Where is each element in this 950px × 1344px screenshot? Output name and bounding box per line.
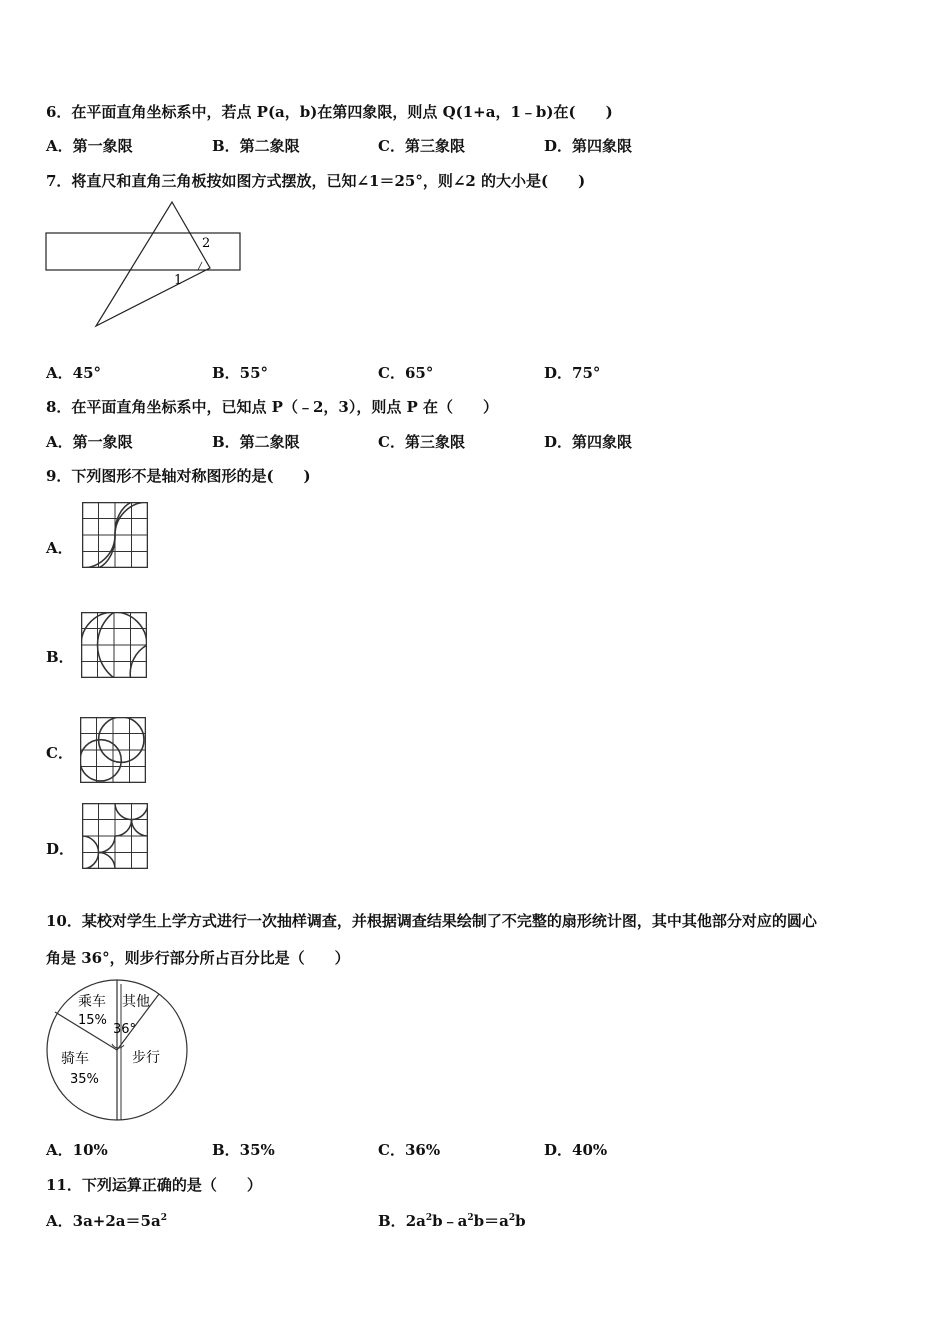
slice-label-chengche: 乘车 <box>78 994 106 1010</box>
q10-stem-line-1: 10．某校对学生上学方式进行一次抽样调查，并根据调查结果绘制了不完整的扇形统计图，其中其他部分对应的圆心 <box>46 912 817 930</box>
q9-figure-d <box>82 803 148 869</box>
q6-option-a: A．第一象限 <box>46 137 133 155</box>
q9-figure-a <box>82 502 148 568</box>
q6-stem: 6．在平面直角坐标系中，若点 P(a，b)在第四象限，则点 Q(1+a，1﹣b)在( ) <box>46 103 613 121</box>
q10-option-b: B．35% <box>212 1141 275 1159</box>
q11-option-b-s1: 2 <box>425 1213 433 1223</box>
q11-stem: 11．下列运算正确的是（ ） <box>46 1176 262 1194</box>
q7-option-b: B．55° <box>212 364 269 382</box>
q6-option-c: C．第三象限 <box>378 137 465 155</box>
right-angle-mark <box>198 262 206 270</box>
q9-figure-b <box>81 612 147 678</box>
q7-option-a: A．45° <box>46 364 102 382</box>
q7-option-c: C．65° <box>378 364 434 382</box>
slice-value-chengche: 15% <box>78 1013 107 1028</box>
q11-option-b-prefix: B． <box>378 1212 406 1230</box>
q10-option-a: A．10% <box>46 1141 108 1159</box>
slice-value-qita: 36° <box>113 1022 137 1037</box>
q8-option-d: D．第四象限 <box>544 433 633 451</box>
q10-stem-line-2: 角是 36°，则步行部分所占百分比是（ ） <box>46 949 350 967</box>
q11-option-b-s3: 2 <box>508 1213 516 1223</box>
q9-option-d-label: D． <box>46 840 75 858</box>
q11-option-b-p1: 2a <box>405 1212 426 1230</box>
q11-option-b-p4: b <box>515 1212 526 1230</box>
q9-option-a-label: A． <box>46 539 73 557</box>
q11-option-a-prefix: A． <box>46 1212 73 1230</box>
angle-2-label: 2 <box>202 236 211 251</box>
q11-option-a <box>46 1208 167 1231</box>
q10-pie-chart <box>42 978 192 1126</box>
q7-ruler-triangle-figure <box>40 198 250 333</box>
q8-stem: 8．在平面直角坐标系中，已知点 P（﹣2，3），则点 P 在（ ） <box>46 398 499 416</box>
q9-option-b-label: B． <box>46 648 74 666</box>
slice-label-qita: 其他 <box>122 994 150 1010</box>
q10-option-c: C．36% <box>378 1141 441 1159</box>
q7-option-d: D．75° <box>544 364 601 382</box>
q9-figure-c <box>80 717 146 783</box>
q9-option-c-label: C． <box>46 744 73 762</box>
q8-option-a: A．第一象限 <box>46 433 133 451</box>
q11-option-a-expr: 3a+2a＝5a <box>72 1212 161 1230</box>
slice-value-qiche: 35% <box>70 1072 99 1087</box>
q11-option-b <box>378 1208 526 1231</box>
q11-option-b-s2: 2 <box>467 1213 474 1223</box>
q11-option-a-exp: 2 <box>160 1213 167 1223</box>
q9-stem: 9．下列图形不是轴对称图形的是( ) <box>46 467 311 485</box>
q7-stem: 7．将直尺和直角三角板按如图方式摆放，已知∠1＝25°，则∠2 的大小是( ) <box>46 172 586 190</box>
slice-label-qiche: 骑车 <box>61 1051 89 1067</box>
q8-option-c: C．第三象限 <box>378 433 465 451</box>
slice-label-buxing: 步行 <box>132 1050 160 1066</box>
q11-option-b-p3: b＝a <box>473 1212 509 1230</box>
q10-option-d: D．40% <box>544 1141 608 1159</box>
triangle <box>96 202 210 326</box>
ruler <box>46 233 240 270</box>
q6-option-b: B．第二象限 <box>212 137 300 155</box>
angle-1-label: 1 <box>174 273 183 288</box>
q8-option-b: B．第二象限 <box>212 433 300 451</box>
q11-option-b-p2: b﹣a <box>432 1212 468 1230</box>
q6-option-d: D．第四象限 <box>544 137 633 155</box>
